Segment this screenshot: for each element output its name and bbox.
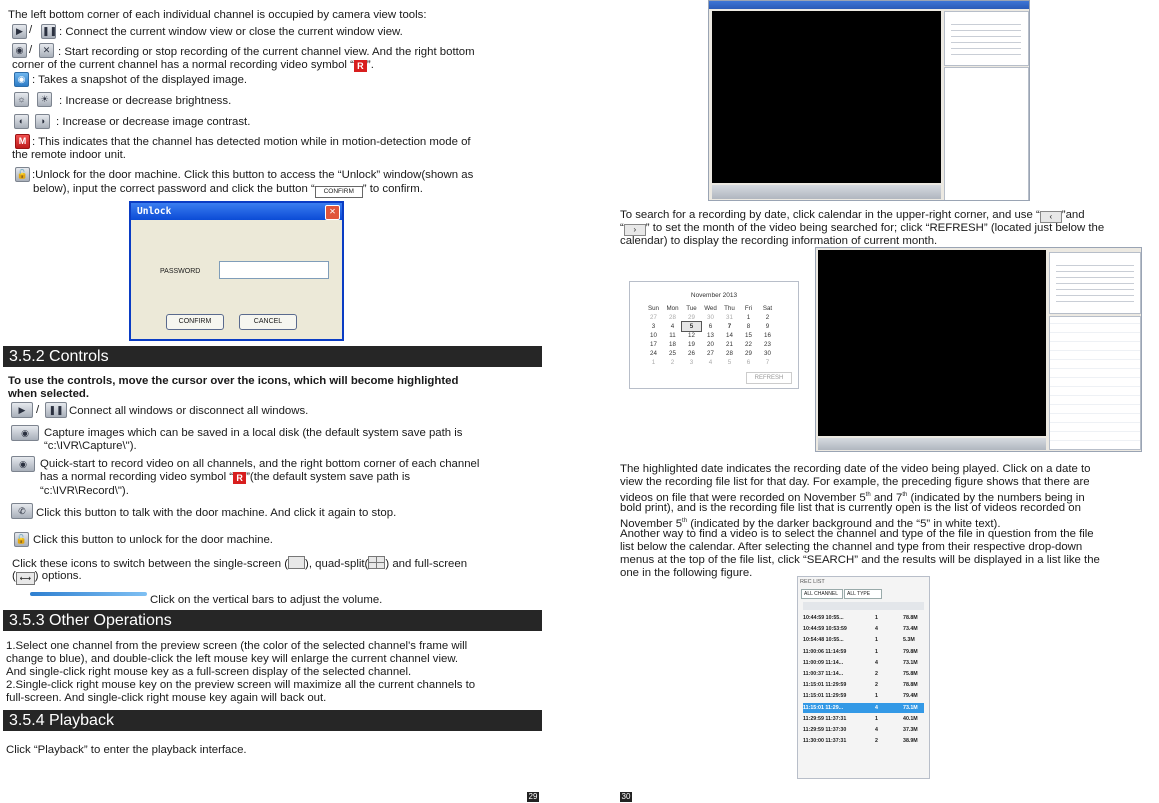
file-row-time: 11:15:01 11:29:59 — [803, 693, 847, 700]
rec-list-label: REC LIST — [800, 579, 825, 585]
playback-toolbar — [712, 185, 941, 199]
calendar-day[interactable]: 16 — [764, 332, 771, 339]
close-icon[interactable]: ✕ — [325, 205, 340, 220]
calendar-day[interactable]: 29 — [745, 350, 752, 357]
calendar-day[interactable]: 11 — [669, 332, 676, 339]
tool-motion-text-2: the remote indoor unit. — [12, 149, 126, 161]
calendar-day[interactable]: 31 — [726, 314, 733, 321]
file-row-channel: 2 — [875, 738, 878, 745]
other-line-2: change to blue), and double-click the left mouse key will enlarge the current channel view. — [6, 653, 459, 665]
search-line-3: calendar) to display the recording information of current month. — [620, 235, 938, 247]
dialog-title: Unlock — [137, 206, 172, 217]
page-number-left: 29 — [528, 792, 538, 801]
file-row-channel: 2 — [875, 671, 878, 677]
single-screen-icon — [288, 556, 305, 569]
stop-record-icon: ✕ — [39, 43, 54, 58]
weekday-label: Sat — [762, 305, 773, 312]
calendar-day[interactable]: 21 — [726, 341, 733, 348]
playback-screenshot-2 — [815, 247, 1142, 452]
capture-text-1: Capture images which can be saved in a local disk (the default system save path is — [44, 427, 463, 439]
calendar-day[interactable]: 19 — [688, 341, 695, 348]
tool-brightness-text: : Increase or decrease brightness. — [59, 95, 232, 107]
calendar-day[interactable]: 26 — [688, 350, 695, 357]
record-all-text-1: Quick-start to record video on all channels, and the right bottom corner of each channel — [40, 458, 480, 470]
para-line-6: Another way to find a video is to select the channel and type of the file in question from the file — [620, 528, 1094, 540]
para-line-2: view the recording file list for that day. For example, the preceding figure shows that there are — [620, 476, 1090, 488]
search-line-1: To search for a recording by date, click calendar in the upper-right corner, and use “ ‹ ”and — [620, 209, 1085, 221]
calendar-day[interactable]: 6 — [746, 359, 751, 366]
file-row-channel: 1 — [875, 615, 878, 621]
search-line-2: “ › ” to set the month of the video being searched for; click “REFRESH” (located just below the — [620, 222, 1105, 234]
calendar-day[interactable]: 7 — [727, 323, 732, 330]
tool-unlock-text-1: :Unlock for the door machine. Click this button to access the “Unlock” window(shown as — [32, 169, 474, 181]
motion-icon: M — [15, 134, 30, 149]
para-line-5: November 5th (indicated by the darker background and the “5” in white text). — [620, 517, 1001, 530]
calendar-day[interactable]: 28 — [726, 350, 733, 357]
prev-month-icon: ‹ — [1040, 211, 1062, 223]
calendar-day[interactable]: 5 — [727, 359, 732, 366]
volume-bar-icon — [30, 592, 147, 596]
dialog-title-bar — [131, 203, 342, 220]
section-playback-heading: 3.5.4 Playback — [3, 710, 542, 731]
record-all-icon: ◉ — [11, 456, 35, 472]
file-list-row[interactable] — [803, 624, 924, 634]
calendar-day[interactable]: 30 — [764, 350, 771, 357]
rec-symbol-icon: R — [233, 472, 246, 484]
tool-record-text-2: corner of the current channel has a normal recording video symbol “ R ”. — [12, 59, 374, 71]
calendar-day[interactable]: 18 — [669, 341, 676, 348]
file-row-time: 11:15:01 11:29:59 — [803, 682, 847, 689]
calendar-day[interactable]: 4 — [708, 359, 713, 366]
calendar-day[interactable]: 6 — [708, 323, 713, 330]
playback-line-1: Click “Playback” to enter the playback interface. — [6, 744, 247, 756]
video-view — [818, 250, 1046, 436]
pause-all-icon: ❚❚ — [45, 402, 67, 418]
weekday-label: Wed — [704, 305, 717, 312]
full-screen-icon: ⟷ — [16, 572, 35, 585]
file-row-channel: 4 — [875, 626, 878, 633]
weekday-label: Thu — [724, 305, 735, 312]
intro-text: The left bottom corner of each individual channel is occupied by camera view tools: — [8, 9, 427, 21]
file-row-time: 11:00:37 11:14... — [803, 671, 844, 677]
cancel-button[interactable]: CANCEL — [239, 314, 297, 330]
calendar-day[interactable]: 23 — [764, 341, 771, 348]
file-row-size: 5.3M — [903, 637, 915, 644]
file-list-header — [803, 602, 924, 610]
password-input[interactable] — [219, 261, 329, 279]
file-list-panel — [944, 67, 1029, 201]
file-row-channel: 4 — [875, 704, 878, 711]
other-line-1: 1.Select one channel from the preview screen (the color of the selected channel's frame will — [6, 640, 468, 652]
tool-contrast-text: : Increase or decrease image contrast. — [56, 116, 251, 128]
weekday-label: Fri — [744, 305, 753, 312]
file-list-row[interactable] — [803, 691, 924, 701]
other-line-3: And single-click right mouse key as a full-screen display of the selected channel. — [6, 666, 412, 678]
unlock-dialog — [129, 201, 344, 341]
refresh-button[interactable]: REFRESH — [746, 372, 792, 384]
file-row-time: 10:44:59 10:55... — [803, 615, 844, 621]
file-row-size: 75.8M — [903, 671, 918, 677]
calendar-day[interactable]: 3 — [689, 359, 694, 366]
file-row-channel: 2 — [875, 682, 878, 689]
playback-toolbar — [818, 438, 1046, 450]
pause-icon: ❚❚ — [41, 24, 56, 39]
slash-separator: / — [29, 44, 33, 56]
capture-text-2: “c:\IVR\Capture\"). — [44, 440, 137, 452]
calendar-grid — [644, 304, 777, 367]
calendar-day[interactable]: 14 — [726, 332, 733, 339]
other-line-5: full-screen. And single-click right mouse key again will back out. — [6, 692, 327, 704]
calendar-day[interactable]: 29 — [688, 314, 695, 321]
file-row-time: 11:00:09 11:14... — [803, 659, 844, 666]
calendar-day[interactable]: 27 — [650, 314, 657, 321]
file-list-row[interactable] — [803, 613, 924, 623]
calendar-day[interactable]: 27 — [707, 350, 714, 357]
calendar-day[interactable]: 1 — [651, 359, 656, 366]
video-view — [712, 11, 941, 183]
calendar-month-label: November 2013 — [690, 292, 738, 299]
contrast-down-icon: ◐ — [14, 114, 29, 129]
contrast-up-icon: ◑ — [35, 114, 50, 129]
file-row-channel: 1 — [875, 693, 878, 700]
calendar-day[interactable]: 24 — [650, 350, 657, 357]
para-line-8: menus at the top of the file list, click “SEARCH” and the results will be displayed in a list like the — [620, 554, 1100, 566]
record-icon: ◉ — [12, 43, 27, 58]
calendar-day[interactable]: 2 — [765, 314, 770, 321]
brightness-down-icon: ☼ — [14, 92, 29, 107]
calendar-day[interactable]: 20 — [707, 341, 714, 348]
para-line-9: one in the following figure. — [620, 567, 753, 579]
brightness-up-icon: ☀ — [37, 92, 52, 107]
password-label: PASSWORD — [160, 268, 201, 275]
file-list-row[interactable] — [803, 725, 924, 735]
slash-separator: / — [29, 24, 33, 36]
calendar-day[interactable]: 12 — [688, 332, 695, 339]
file-list-closeup — [797, 576, 930, 779]
file-row-time: 11:15:01 11:29... — [803, 704, 844, 711]
calendar-day[interactable]: 17 — [650, 341, 657, 348]
calendar-day[interactable]: 15 — [745, 332, 752, 339]
file-row-size: 73.1M — [903, 704, 918, 711]
calendar-day[interactable]: 1 — [746, 314, 751, 321]
weekday-label: Tue — [686, 305, 697, 312]
type-dropdown[interactable]: ALL TYPE — [844, 589, 882, 599]
calendar-day[interactable]: 25 — [669, 350, 676, 357]
weekday-label: Mon — [666, 305, 679, 312]
next-month-icon: › — [624, 224, 646, 236]
play-all-icon: ▶ — [11, 402, 33, 418]
calendar-day[interactable]: 30 — [707, 314, 714, 321]
calendar-day[interactable]: 7 — [765, 359, 770, 366]
channel-dropdown[interactable]: ALL CHANNEL — [801, 589, 843, 599]
talk-icon: ✆ — [11, 503, 33, 519]
calendar-day[interactable]: 4 — [670, 323, 675, 330]
file-list-row[interactable] — [803, 703, 924, 713]
para-line-4: bold print), and is the recording file list that is currently open is the list of videos recorded on — [620, 502, 1081, 514]
calendar-day[interactable]: 22 — [745, 341, 752, 348]
file-row-size: 78.8M — [903, 615, 918, 621]
calendar-day[interactable]: 13 — [707, 332, 714, 339]
file-row-time: 11:29:59 11:37:31 — [803, 715, 847, 722]
file-row-channel: 4 — [875, 659, 878, 666]
file-list-row[interactable] — [803, 635, 924, 645]
screen-text-1: Click these icons to switch between the single-screen ( ), quad-split( ) and full-screen — [12, 558, 468, 570]
tool-connect-text: : Connect the current window view or close the current window view. — [59, 26, 403, 38]
unlock-door-icon: 🔓 — [14, 532, 29, 547]
file-row-time: 11:29:59 11:37:30 — [803, 727, 847, 733]
file-row-size: 79.4M — [903, 693, 918, 700]
weekday-label: Sun — [647, 305, 659, 312]
file-row-size: 40.1M — [903, 715, 918, 722]
window-title-bar — [709, 1, 1030, 9]
file-row-time: 11:30:00 11:37:31 — [803, 738, 847, 745]
file-row-size: 78.8M — [903, 682, 918, 689]
page-number-right: 30 — [621, 792, 631, 801]
file-row-channel: 4 — [875, 727, 878, 733]
unlock-text: Click this button to unlock for the door machine. — [33, 534, 273, 546]
file-list-row[interactable] — [803, 736, 924, 746]
file-row-size: 37.3M — [903, 727, 918, 733]
file-row-size: 73.4M — [903, 626, 918, 633]
section-controls-heading: 3.5.2 Controls — [3, 346, 542, 367]
controls-lead-2: when selected. — [8, 388, 90, 400]
volume-text: Click on the vertical bars to adjust the volume. — [150, 594, 383, 606]
controls-lead-1: To use the controls, move the cursor over the icons, which will become highlighted — [8, 375, 459, 387]
file-row-channel: 1 — [875, 637, 878, 644]
tool-snapshot-text: : Takes a snapshot of the displayed image. — [32, 74, 248, 86]
tool-record-text-1: : Start recording or stop recording of the current channel view. And the right bottom — [58, 46, 475, 58]
confirm-button-inline: CONFIRM — [315, 186, 363, 198]
record-all-text-3: “c:\IVR\Record\"). — [40, 485, 129, 497]
tool-unlock-text-2: below), input the correct password and click the button “ CONFIRM ” to confirm. — [33, 183, 423, 198]
file-row-size: 38.9M — [903, 738, 918, 745]
file-list-row[interactable] — [803, 647, 924, 657]
calendar-day[interactable]: 9 — [765, 323, 770, 330]
para-line-3: videos on file that were recorded on November 5th and 7th (indicated by the numbers being in — [620, 491, 1085, 504]
para-line-7: list below the calendar. After selecting the channel and type from their respective drop-down — [620, 541, 1083, 553]
calendar-closeup — [629, 281, 799, 389]
calendar-panel — [944, 11, 1029, 66]
file-row-time: 11:00:06 11:14:59 — [803, 648, 847, 655]
calendar-panel — [1049, 252, 1141, 314]
para-line-1: The highlighted date indicates the recording date of the video being played. Click on a date to — [620, 463, 1091, 475]
confirm-button[interactable]: CONFIRM — [166, 314, 224, 330]
playback-screenshot-1 — [708, 0, 1030, 201]
section-other-heading: 3.5.3 Other Operations — [3, 610, 542, 631]
calendar-day[interactable]: 2 — [670, 359, 675, 366]
file-row-size: 79.8M — [903, 648, 918, 655]
file-row-channel: 1 — [875, 715, 878, 722]
file-list-row[interactable] — [803, 658, 924, 668]
record-all-text-2: has a normal recording video symbol “ R ”(the default system save path is — [40, 471, 411, 483]
other-line-4: 2.Single-click right mouse key on the preview screen will maximize all the current channels to — [6, 679, 476, 691]
play-icon: ▶ — [12, 24, 27, 39]
calendar-day-selected[interactable]: 5 — [682, 322, 701, 331]
file-list-panel — [1049, 316, 1141, 450]
file-row-channel: 1 — [875, 648, 878, 655]
file-row-time: 10:44:59 10:53:59 — [803, 626, 847, 633]
quad-split-icon — [368, 556, 385, 569]
calendar-day[interactable]: 28 — [669, 314, 676, 321]
talk-text: Click this button to talk with the door machine. And click it again to stop. — [36, 507, 397, 519]
calendar-day[interactable]: 10 — [650, 332, 657, 339]
file-list-row[interactable] — [803, 680, 924, 690]
file-row-time: 10:54:48 10:55... — [803, 637, 844, 644]
unlock-icon: 🔓 — [15, 167, 30, 182]
camera-icon: ◉ — [14, 72, 29, 87]
calendar-day[interactable]: 8 — [746, 323, 751, 330]
slash-separator: / — [36, 404, 40, 416]
capture-camera-icon: ◉ — [11, 425, 39, 441]
connect-all-text: Connect all windows or disconnect all windows. — [69, 405, 309, 417]
file-list-row[interactable] — [803, 714, 924, 724]
file-list-row[interactable] — [803, 669, 924, 679]
calendar-day[interactable]: 3 — [651, 323, 656, 330]
tool-motion-text-1: : This indicates that the channel has detected motion while in motion-detection mode of — [32, 136, 471, 148]
screen-text-2: ( ⟷ ) options. — [12, 570, 82, 583]
rec-symbol-icon: R — [354, 60, 367, 72]
file-row-size: 73.1M — [903, 659, 918, 666]
